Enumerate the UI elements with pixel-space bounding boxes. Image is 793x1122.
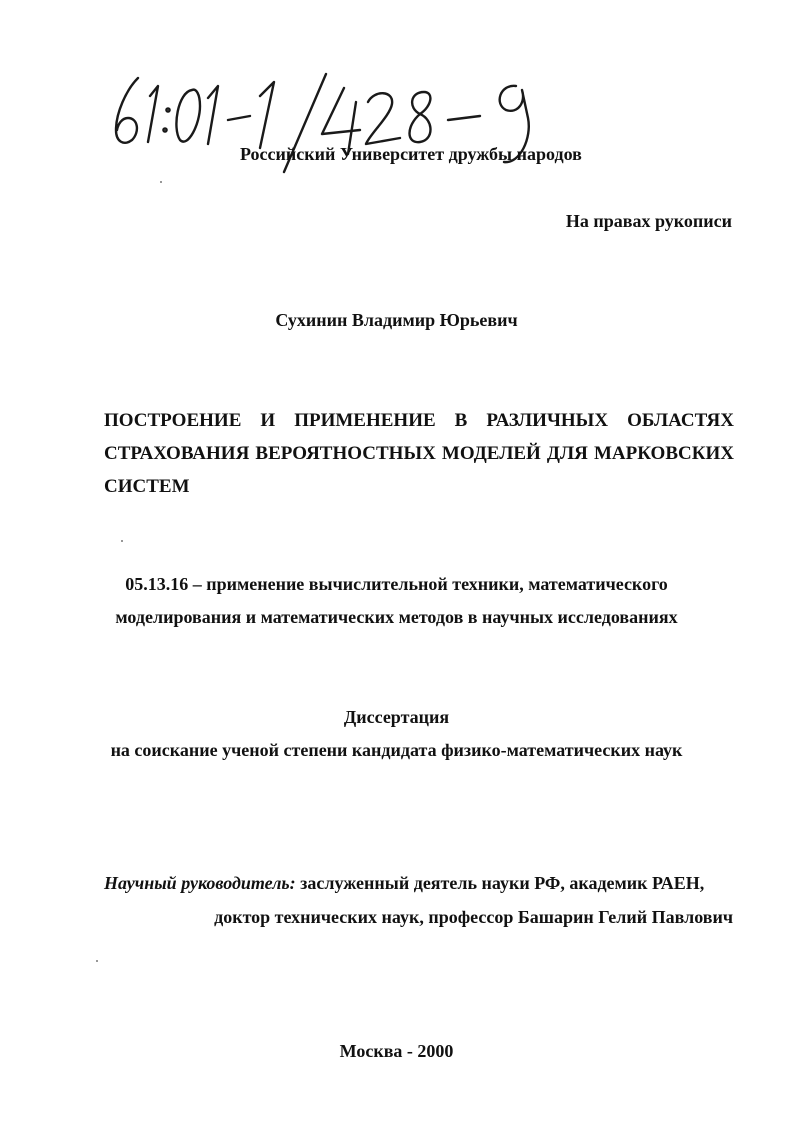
supervisor-label: Научный руководитель: (104, 873, 296, 893)
scan-speck (160, 181, 162, 183)
title-line-3: СИСТЕМ (104, 476, 190, 497)
supervisor-line-1 (104, 873, 704, 894)
scan-speck (96, 960, 98, 962)
title-line-1: ПОСТРОЕНИЕ И ПРИМЕНЕНИЕ В РАЗЛИЧНЫХ ОБЛАСТЯХ (104, 410, 734, 431)
specialty-line-2: моделирования и математических методов в научных исследованиях (115, 607, 678, 627)
supervisor-titles: заслуженный деятель науки РФ, академик РАЕН, (300, 873, 705, 893)
specialty-line-1: 05.13.16 – применение вычислительной техники, математического (125, 574, 668, 594)
supervisor-line-2: доктор технических наук, профессор Башарин Гелий Павлович (214, 907, 733, 927)
author-name: Сухинин Владимир Юрьевич (275, 310, 518, 330)
dissertation-heading: Диссертация (343, 707, 450, 727)
scan-speck (121, 540, 123, 542)
manuscript-rights-note: На правах рукописи (565, 211, 732, 231)
university-name: Российский Университет дружбы народов (240, 144, 582, 164)
dissertation-title (104, 404, 734, 503)
dissertation-subtitle: на соискание ученой степени кандидата физико-математических наук (110, 740, 683, 760)
city-year: Москва - 2000 (339, 1041, 454, 1061)
title-line-2: СТРАХОВАНИЯ ВЕРОЯТНОСТНЫХ МОДЕЛЕЙ ДЛЯ МАРКОВСКИХ (104, 443, 734, 464)
